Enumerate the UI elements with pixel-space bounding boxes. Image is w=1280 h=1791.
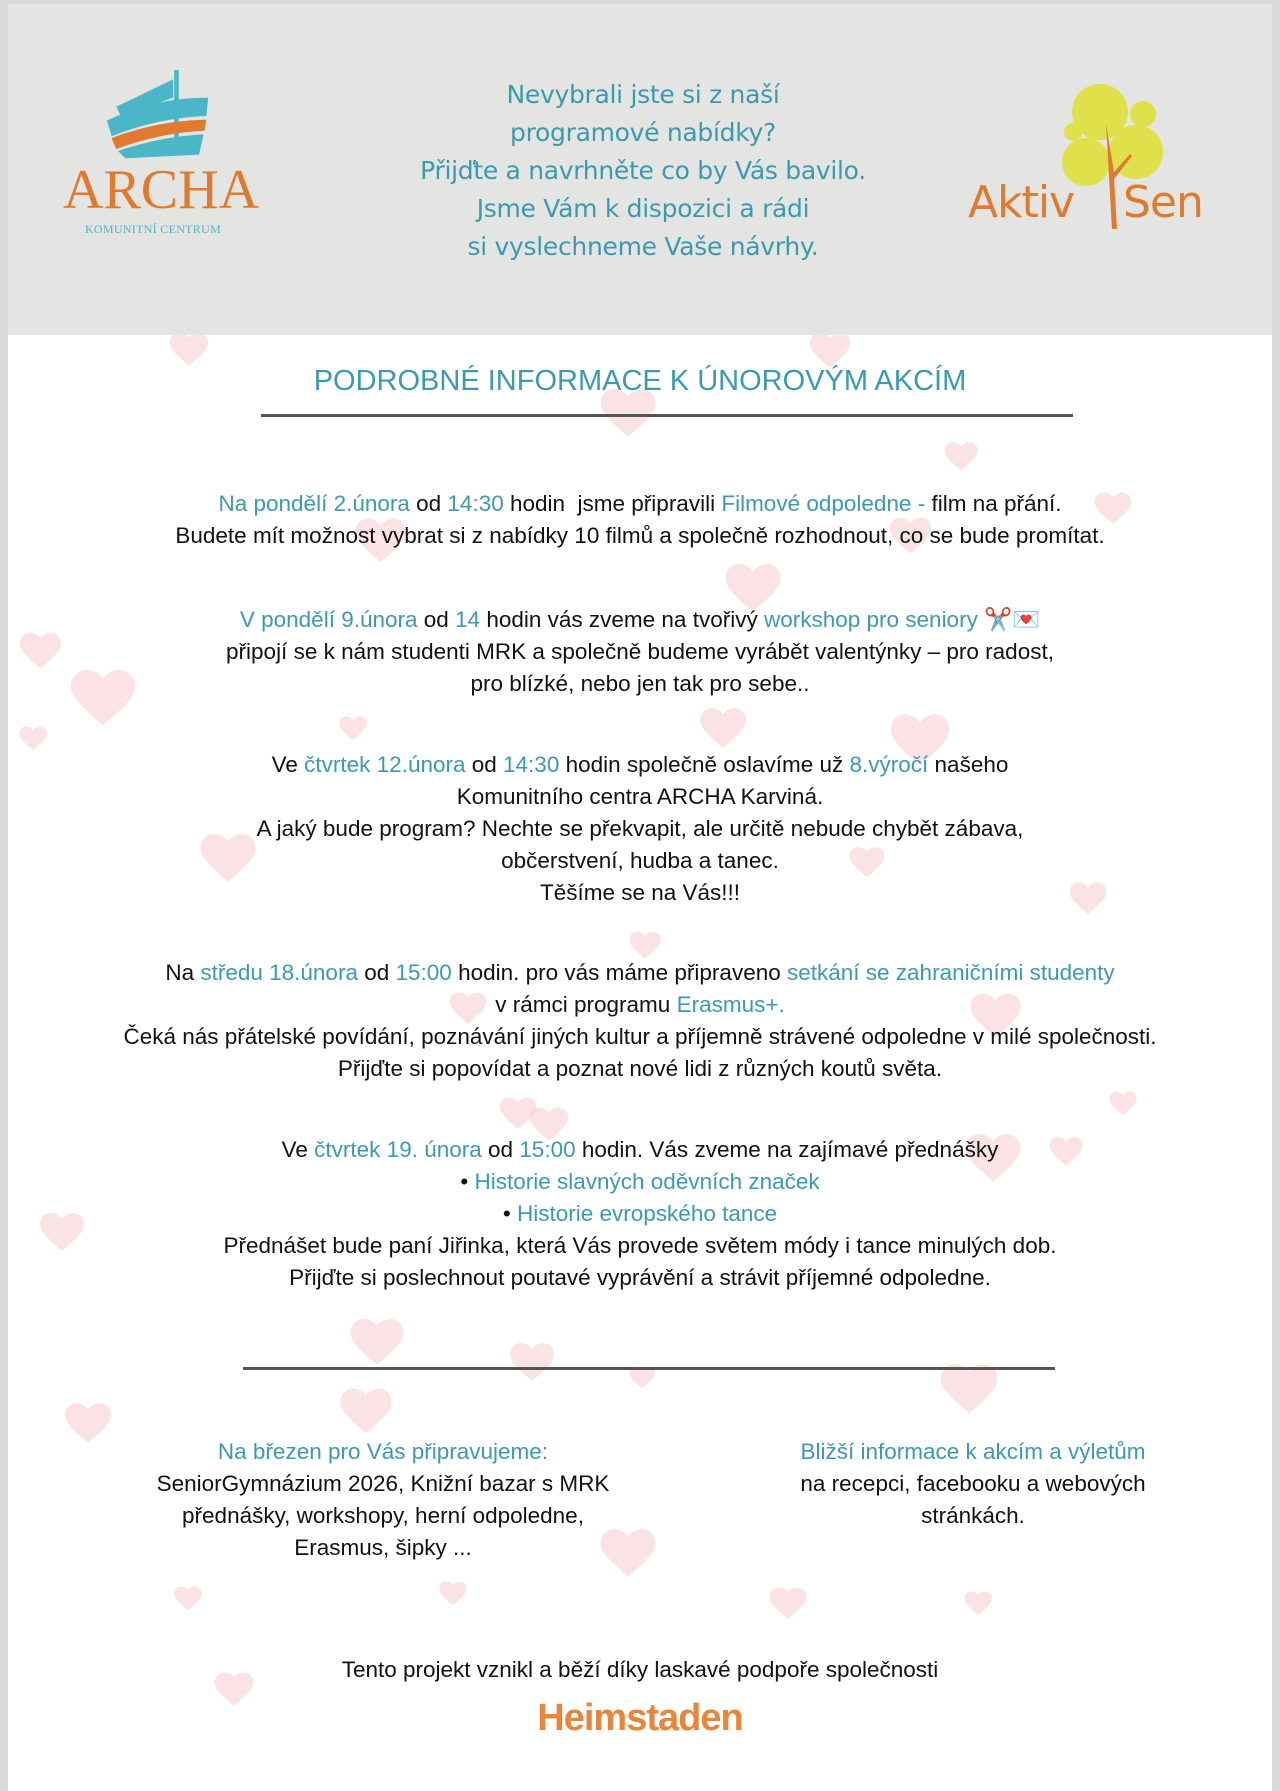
event-line — [8, 1198, 1272, 1230]
archa-logo — [63, 70, 263, 250]
highlight-text: čtvrtek 12.února — [304, 752, 466, 777]
text: film na přání. — [931, 491, 1062, 516]
event-paragraph — [8, 604, 1272, 700]
text: Přednášet bude paní Jiřinka, která Vás provede světem módy i tance minulých dob. — [223, 1233, 1057, 1258]
event-paragraph — [8, 957, 1272, 1085]
text: od — [417, 607, 456, 632]
highlight-text: setkání se zahraničními studenty — [786, 960, 1115, 985]
highlight-text: 14 — [455, 607, 481, 632]
aktiv-word: Aktiv — [968, 177, 1075, 228]
text: v rámci programu — [495, 992, 677, 1017]
header-band — [8, 4, 1272, 335]
text: hodin. Vás zveme na zajímavé přednášky — [575, 1137, 999, 1162]
tagline-line: Nevybrali jste si z naší — [506, 80, 780, 109]
heart-icon — [698, 704, 748, 754]
event-line — [8, 1262, 1272, 1294]
highlight-text: Historie evropského tance — [517, 1201, 778, 1226]
text: Na — [165, 960, 201, 985]
tagline — [348, 76, 938, 266]
info-line: na recepci, facebooku a webových — [800, 1471, 1146, 1496]
aktivsen-logo — [968, 84, 1258, 234]
text: občerstvení, hudba a tanec. — [501, 848, 779, 873]
tagline-line: programové nabídky? — [510, 118, 776, 147]
event-line — [8, 1166, 1272, 1198]
flyer-page — [8, 4, 1272, 1791]
heart-icon — [348, 1314, 406, 1372]
event-line — [8, 488, 1272, 520]
highlight-text: středu 18.února — [200, 960, 358, 985]
text: hodin. pro vás máme připraveno — [451, 960, 787, 985]
divider — [261, 414, 1073, 417]
heart-icon — [508, 1339, 556, 1387]
event-line — [8, 604, 1272, 636]
text: našeho — [928, 752, 1009, 777]
text: připojí se k nám studenti MRK a společně budeme vyrábět valentýnky – pro radost, — [226, 639, 1054, 664]
text: A jaký bude program? Nechte se překvapit, ale určitě nebude chybět zábava, — [256, 816, 1024, 841]
event-line — [8, 813, 1272, 845]
march-heading: Na březen pro Vás připravujeme: — [217, 1439, 549, 1464]
event-line — [8, 636, 1272, 668]
march-plans — [123, 1436, 643, 1564]
text: pro blízké, nebo jen tak pro sebe.. — [470, 671, 810, 696]
march-line: přednášky, workshopy, herní odpoledne, — [182, 1503, 584, 1528]
sen-word: Sen — [1123, 177, 1203, 228]
highlight-text: Filmové odpoledne - — [721, 491, 932, 516]
heart-icon — [768, 1584, 808, 1624]
heart-icon — [963, 1589, 993, 1619]
text: Přijďte si popovídat a poznat nové lidi z různých koutů světa. — [337, 1056, 943, 1081]
text: Komunitního centra ARCHA Karviná. — [456, 784, 824, 809]
event-line — [8, 1021, 1272, 1053]
event-line — [8, 1134, 1272, 1166]
highlight-text: 15:00 — [395, 960, 452, 985]
text: hodin vás zveme na tvořivý — [480, 607, 764, 632]
tagline-line: Jsme Vám k dispozici a rádi — [476, 194, 810, 223]
highlight-text: čtvrtek 19. února — [314, 1137, 482, 1162]
event-paragraph — [8, 1134, 1272, 1294]
event-paragraph — [8, 749, 1272, 909]
text: • — [502, 1201, 517, 1226]
tagline-line: si vyslechneme Vaše návrhy. — [467, 232, 819, 261]
event-paragraph — [8, 488, 1272, 552]
highlight-text: Na pondělí 2.února — [218, 491, 410, 516]
march-line: SeniorGymnázium 2026, Knižní bazar s MRK — [156, 1471, 610, 1496]
text: hodin společně oslavíme už — [559, 752, 850, 777]
text: Ve — [281, 1137, 315, 1162]
info-heading: Bližší informace k akcím a výletům — [800, 1439, 1146, 1464]
heart-icon — [438, 1579, 468, 1609]
heart-icon — [63, 1399, 113, 1449]
event-line — [8, 749, 1272, 781]
text: od — [409, 491, 448, 516]
text: Přijďte si poslechnout poutavé vyprávění a strávit příjemné odpoledne. — [289, 1265, 991, 1290]
highlight-text: 8.výročí — [849, 752, 929, 777]
text: od — [465, 752, 504, 777]
sponsor-text: Tento projekt vznikl a běží díky laskavé podpoře společnosti — [341, 1657, 939, 1682]
archa-subtitle: KOMUNITNÍ CENTRUM — [84, 222, 222, 236]
tagline-line: Přijďte a navrhněte co by Vás bavilo. — [420, 156, 866, 185]
text: od — [481, 1137, 520, 1162]
heart-icon — [338, 1384, 394, 1440]
event-line — [8, 877, 1272, 909]
text: • — [460, 1169, 475, 1194]
march-line: Erasmus, šipky ... — [294, 1535, 472, 1560]
info-line: stránkách. — [921, 1503, 1025, 1528]
heart-icon — [943, 439, 979, 475]
heart-icon — [173, 1584, 203, 1614]
highlight-text: 14:30 — [503, 752, 560, 777]
highlight-text: Erasmus+. — [676, 992, 785, 1017]
text: Ve — [271, 752, 305, 777]
archa-name: ARCHA — [63, 159, 260, 221]
more-info — [713, 1436, 1233, 1532]
text: hodin jsme připravili — [503, 491, 722, 516]
heart-icon — [1108, 1089, 1138, 1119]
highlight-text: V pondělí 9.února — [239, 607, 418, 632]
highlight-text: 15:00 — [519, 1137, 576, 1162]
page-title: PODROBNÉ INFORMACE K ÚNOROVÝM AKCÍM — [313, 365, 967, 397]
event-line — [8, 520, 1272, 552]
boat-icon — [63, 70, 243, 162]
divider — [243, 1367, 1055, 1370]
highlight-text: workshop pro seniory — [763, 607, 978, 632]
highlight-text: 14:30 — [447, 491, 504, 516]
text: Budete mít možnost vybrat si z nabídky 10 filmů a společně rozhodnout, co se bude promítat. — [175, 523, 1105, 548]
heimstaden-logo: Heimstaden — [537, 1697, 743, 1739]
highlight-text: Historie slavných oděvních značek — [474, 1169, 820, 1194]
event-line — [8, 1053, 1272, 1085]
heart-icon — [338, 714, 368, 744]
event-line — [8, 957, 1272, 989]
text: Čeká nás přátelské povídání, poznávání jiných kultur a příjemně strávené odpoledne v milé společnosti. — [123, 1024, 1157, 1049]
event-line — [8, 1230, 1272, 1262]
event-line — [8, 845, 1272, 877]
text: Těšíme se na Vás!!! — [539, 880, 741, 905]
event-line — [8, 781, 1272, 813]
text: od — [357, 960, 396, 985]
event-line — [8, 668, 1272, 700]
event-line — [8, 989, 1272, 1021]
text: ✂️💌 — [977, 607, 1041, 632]
